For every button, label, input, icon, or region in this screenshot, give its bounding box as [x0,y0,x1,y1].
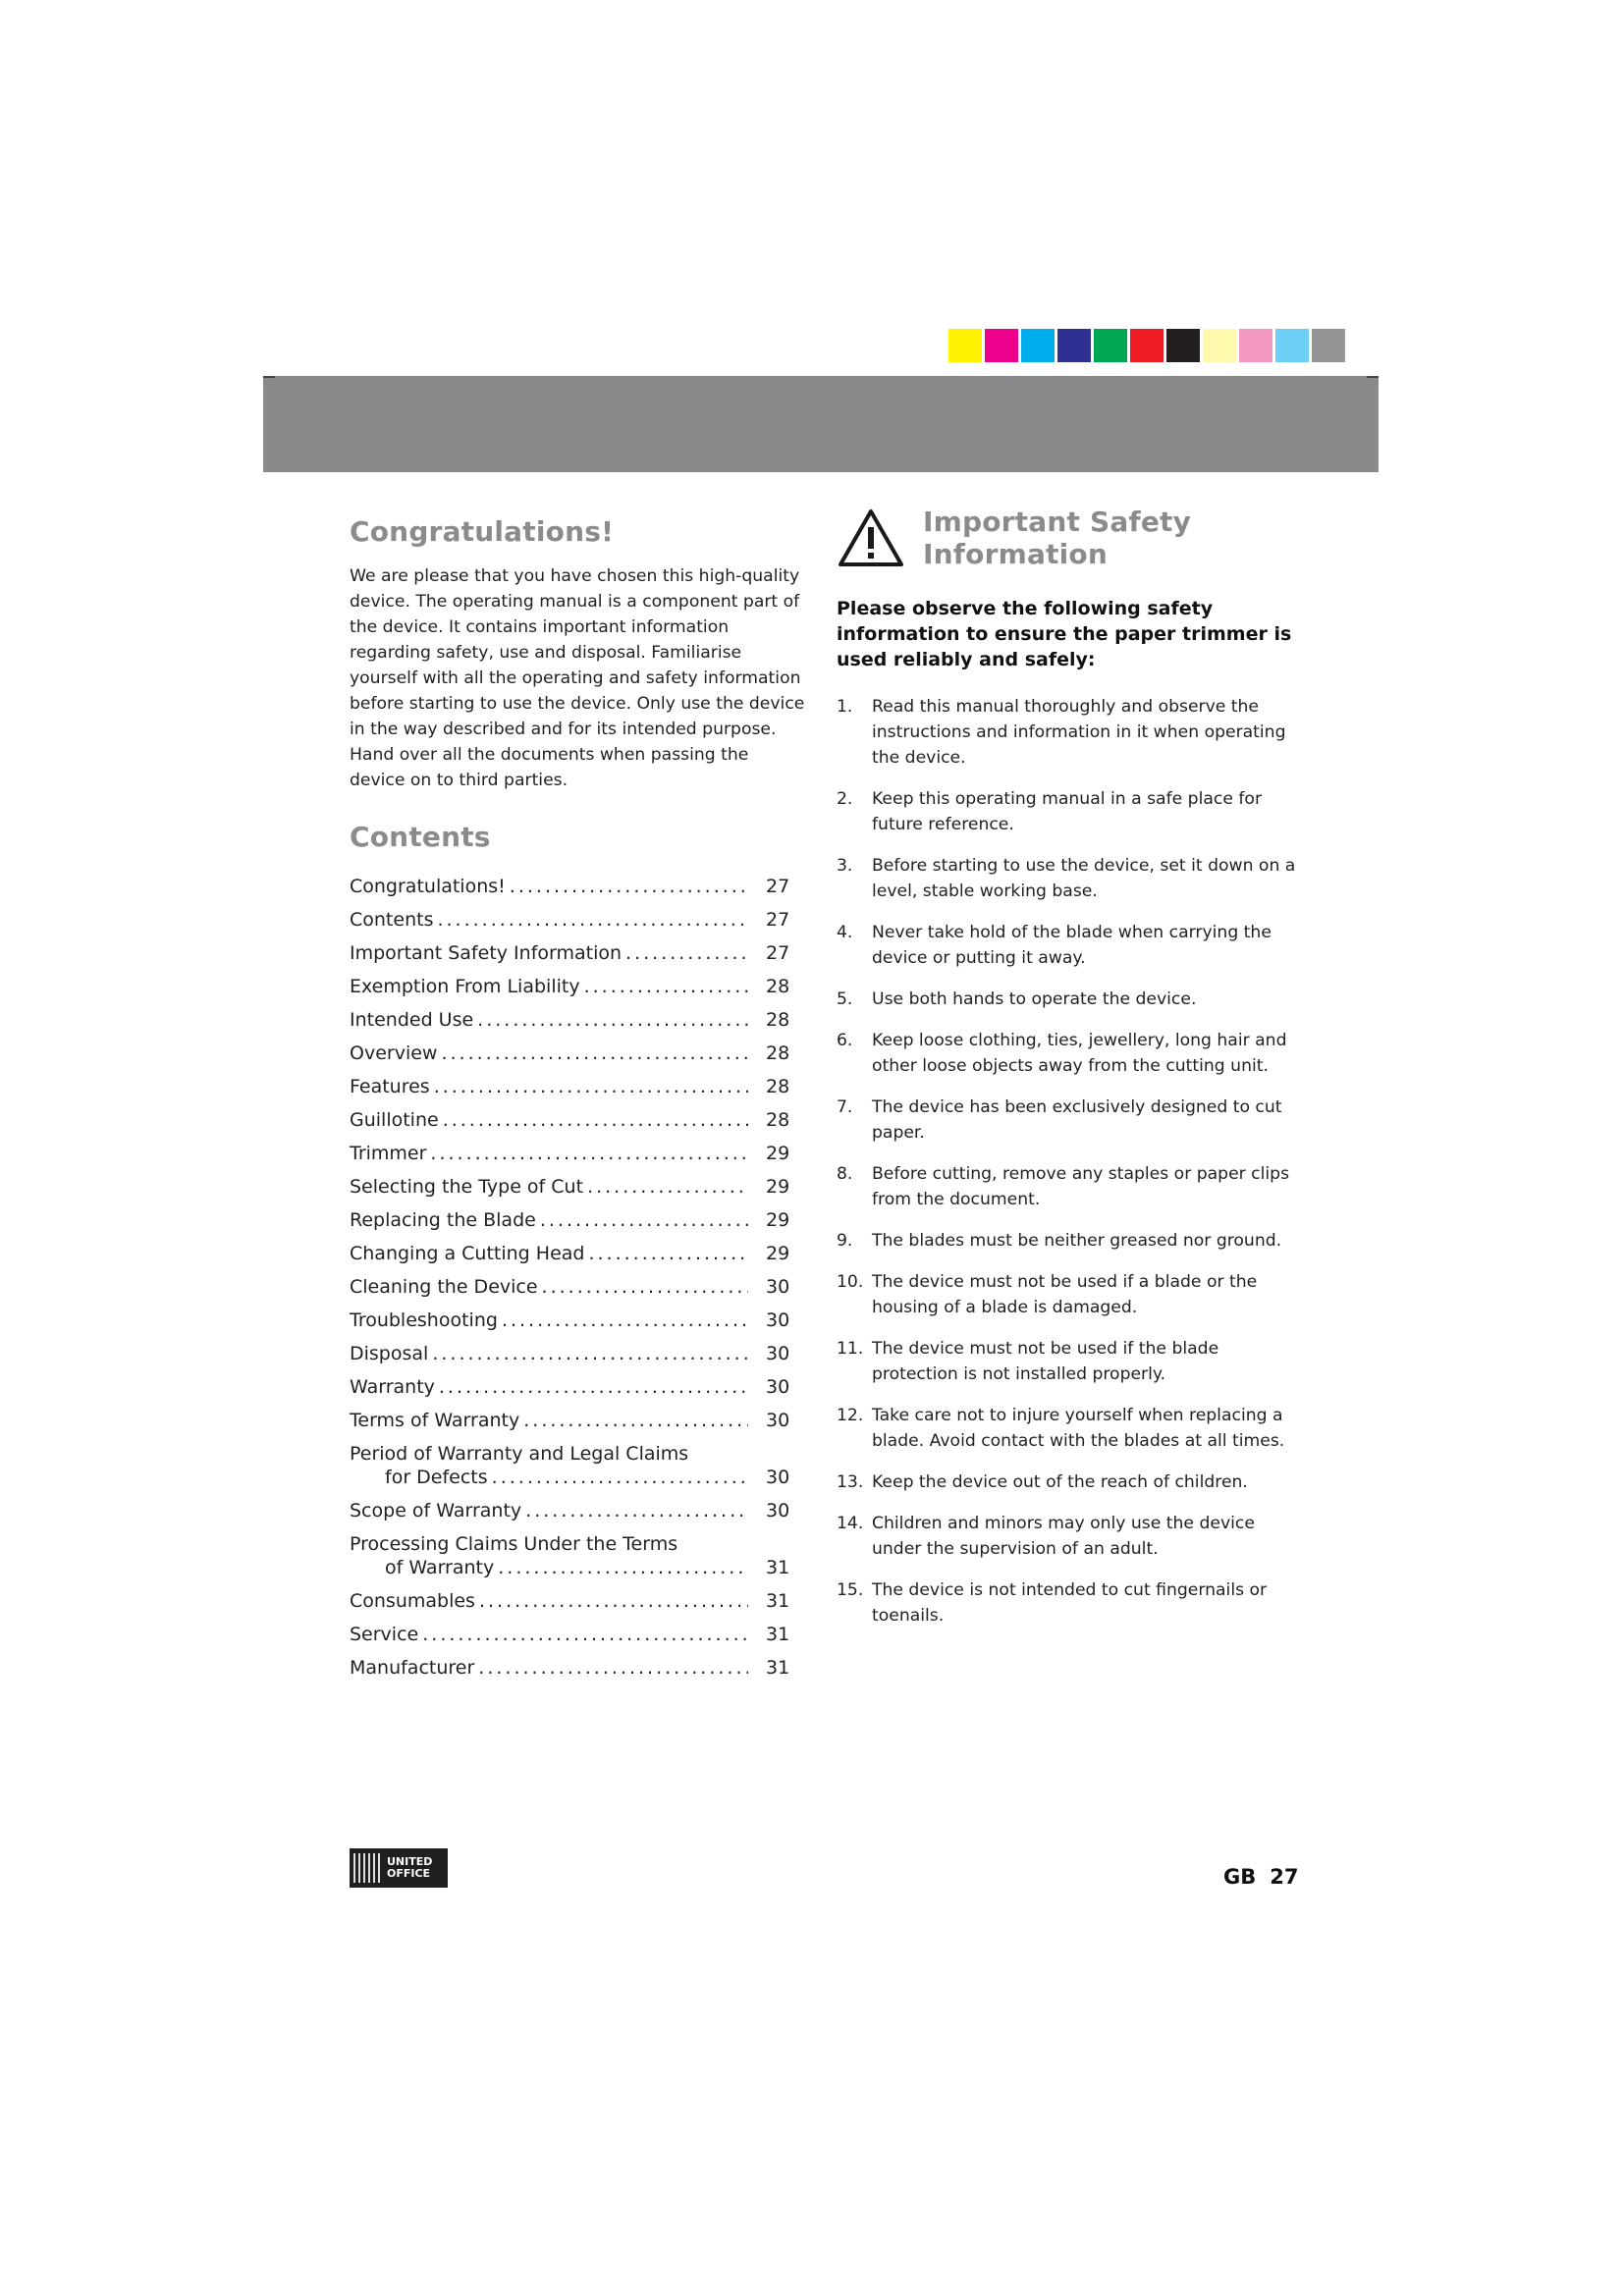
safety-rule [837,1403,1298,1454]
rule-text: Before cutting, remove any staples or paper clips from the document. [872,1164,1290,1209]
toc-entry-title: Service [350,1624,419,1645]
toc-entry [350,1308,805,1332]
toc-entry [350,1589,805,1613]
rule-number: 14. [837,1514,864,1533]
toc-page: 31 [766,1557,790,1578]
rule-text: Keep the device out of the reach of children. [872,1472,1248,1492]
toc-page: 31 [766,1624,790,1645]
toc-page: 29 [766,1176,790,1198]
color-swatch [1057,329,1091,362]
rule-text: The device has been exclusively designed to cut paper. [872,1097,1282,1143]
rule-text: Never take hold of the blade when carrying the device or putting it away. [872,923,1272,968]
rule-text: Use both hands to operate the device. [872,989,1197,1009]
safety-rule [837,1095,1298,1146]
toc-entry [350,1242,805,1265]
toc-entry [350,1208,805,1232]
rule-text: The device must not be used if the blade protection is not installed properly. [872,1339,1219,1384]
toc-entry-title-line1: Processing Claims Under the Terms [350,1533,678,1555]
safety-rule [837,694,1298,771]
rule-number: 8. [837,1164,853,1184]
toc-page: 30 [766,1467,790,1488]
safety-heading-line1: Important Safety [923,506,1192,538]
page-number-value: 27 [1270,1865,1299,1889]
rule-number: 2. [837,789,853,809]
safety-rule [837,1269,1298,1320]
congratulations-heading: Congratulations! [350,515,615,548]
toc-entry [350,875,805,898]
toc-leader [525,1499,748,1522]
toc-entry [350,1175,805,1199]
toc-entry [350,1142,805,1165]
toc-page: 29 [766,1143,790,1164]
toc-entry [350,1342,805,1365]
toc-entry-title: Replacing the Blade [350,1209,536,1231]
safety-rule [837,1511,1298,1562]
rule-text: Children and minors may only use the device under the supervision of an adult. [872,1514,1255,1559]
toc-entry [350,975,805,998]
toc-entry [350,908,805,932]
toc-entry [350,1409,805,1432]
toc-leader [492,1466,748,1489]
logo-text-line2: OFFICE [387,1867,431,1880]
safety-rule [837,1577,1298,1629]
toc-entry-title: Intended Use [350,1009,474,1031]
table-of-contents [350,875,805,1680]
language-code: GB [1223,1865,1257,1889]
toc-entry-title: Warranty [350,1376,435,1398]
color-swatch [1312,329,1345,362]
toc-leader [477,1008,748,1032]
toc-entry [350,1275,805,1299]
toc-entry-title: Contents [350,909,434,931]
toc-leader [510,875,748,898]
toc-entry-title: Features [350,1076,430,1097]
toc-entry-title: Exemption From Liability [350,976,580,997]
toc-entry-title: Changing a Cutting Head [350,1243,585,1264]
safety-heading-line2: Information [923,538,1109,570]
toc-leader [443,1108,748,1132]
toc-leader [430,1142,748,1165]
united-office-logo [350,1848,448,1888]
header-band [263,376,1379,472]
toc-entry [350,1656,805,1680]
toc-page: 28 [766,1009,790,1031]
toc-leader [588,1242,748,1265]
congratulations-text: We are please that you have chosen this high-quality device. The operating manual is a component part of the device. It contains important information regarding safety, use and disposal. Familiarise yourself with all the operating and safety information before starting to use the device. Only use the device in the way described and for its intended purpose. Hand over all the documents when passing the device on to third parties. [350,566,805,790]
toc-leader [422,1623,748,1646]
color-swatch [1203,329,1236,362]
rule-text: Take care not to injure yourself when replacing a blade. Avoid contact with the blades at all times. [872,1406,1285,1451]
safety-header [837,506,1298,570]
toc-entry-title: Troubleshooting [350,1309,498,1331]
toc-page: 28 [766,976,790,997]
right-column [837,506,1298,1644]
toc-page: 30 [766,1376,790,1398]
crop-mark [263,376,275,378]
toc-entry [350,1041,805,1065]
toc-leader [587,1175,748,1199]
page-number [1223,1865,1298,1889]
toc-entry [350,1623,805,1646]
logo-grid-icon [353,1853,383,1883]
logo-text-line1: UNITED [387,1855,433,1868]
toc-leader [432,1342,748,1365]
toc-entry-title: Guillotine [350,1109,439,1131]
rule-text: The device is not intended to cut fingernails or toenails. [872,1580,1268,1626]
toc-leader [523,1409,748,1432]
safety-rule [837,1469,1298,1495]
rule-text: Read this manual thoroughly and observe the instructions and information in it when operating the device. [872,697,1286,768]
toc-page: 30 [766,1500,790,1522]
toc-entry-title: Trimmer [350,1143,427,1164]
toc-page: 30 [766,1276,790,1298]
toc-page: 30 [766,1410,790,1431]
toc-entry-title: Terms of Warranty [350,1410,520,1431]
color-swatch [1239,329,1272,362]
toc-page: 28 [766,1076,790,1097]
rule-text: The device must not be used if a blade or the housing of a blade is damaged. [872,1272,1258,1317]
toc-leader [437,908,748,932]
safety-rule [837,786,1298,837]
rule-number: 12. [837,1406,864,1425]
safety-rule [837,920,1298,971]
toc-entry [350,1499,805,1522]
rule-text: Keep loose clothing, ties, jewellery, long hair and other loose objects away from the cutting unit. [872,1031,1287,1076]
toc-entry-title: Overview [350,1042,438,1064]
toc-leader [542,1275,748,1299]
rule-number: 15. [837,1580,864,1600]
toc-leader [540,1208,748,1232]
safety-rule [837,853,1298,904]
toc-page: 30 [766,1309,790,1331]
color-swatch [1275,329,1309,362]
toc-page: 27 [766,876,790,897]
toc-leader [434,1075,748,1098]
rule-number: 4. [837,923,853,942]
toc-entry-title: Cleaning the Device [350,1276,538,1298]
rule-text: The blades must be neither greased nor ground. [872,1231,1282,1251]
left-column [350,515,805,1689]
toc-entry [350,1532,805,1579]
toc-entry-title-line2: of Warranty [385,1557,495,1578]
color-calibration-bar [948,329,1345,362]
safety-rule [837,1336,1298,1387]
toc-page: 30 [766,1343,790,1364]
toc-leader [441,1041,748,1065]
toc-entry-title: Selecting the Type of Cut [350,1176,584,1198]
safety-rule [837,987,1298,1012]
toc-entry-title: Congratulations! [350,876,506,897]
toc-entry-title: Important Safety Information [350,942,623,964]
rule-number: 1. [837,697,853,717]
rule-number: 13. [837,1472,864,1492]
rule-number: 6. [837,1031,853,1050]
color-swatch [1166,329,1200,362]
rule-number: 9. [837,1231,853,1251]
toc-leader [625,941,748,965]
toc-entry-title-line1: Period of Warranty and Legal Claims [350,1443,689,1465]
crop-mark [1367,376,1379,378]
toc-entry [350,1008,805,1032]
toc-leader [478,1656,748,1680]
toc-page: 27 [766,909,790,931]
toc-page: 31 [766,1657,790,1679]
toc-leader [439,1375,748,1399]
rule-number: 11. [837,1339,864,1359]
safety-lead: Please observe the following safety information to ensure the paper trimmer is used reliably and safely: [837,598,1292,670]
color-swatch [1021,329,1055,362]
toc-entry [350,1075,805,1098]
rule-number: 5. [837,989,853,1009]
rule-number: 7. [837,1097,853,1117]
toc-page: 29 [766,1243,790,1264]
toc-leader [502,1308,748,1332]
rule-text: Keep this operating manual in a safe place for future reference. [872,789,1263,834]
toc-page: 27 [766,942,790,964]
toc-entry [350,1375,805,1399]
color-swatch [985,329,1018,362]
toc-entry-title: Manufacturer [350,1657,475,1679]
toc-entry-title: Consumables [350,1590,475,1612]
toc-leader [479,1589,748,1613]
rule-number: 3. [837,856,853,876]
color-swatch [1130,329,1164,362]
toc-entry-title: Scope of Warranty [350,1500,522,1522]
color-swatch [1094,329,1127,362]
toc-entry [350,1108,805,1132]
toc-entry [350,1442,805,1489]
color-swatch [948,329,982,362]
toc-page: 29 [766,1209,790,1231]
safety-rule [837,1028,1298,1079]
toc-leader [584,975,748,998]
contents-heading: Contents [350,821,491,853]
toc-page: 31 [766,1590,790,1612]
safety-rule [837,1161,1298,1212]
toc-page: 28 [766,1109,790,1131]
warning-triangle-icon [837,507,905,568]
rule-number: 10. [837,1272,864,1292]
toc-entry-title: Disposal [350,1343,429,1364]
toc-leader [498,1556,748,1579]
toc-page: 28 [766,1042,790,1064]
safety-rule [837,1228,1298,1254]
rule-text: Before starting to use the device, set it down on a level, stable working base. [872,856,1296,901]
safety-rules-list [837,694,1298,1629]
toc-entry [350,941,805,965]
toc-entry-title-line2: for Defects [385,1467,488,1488]
